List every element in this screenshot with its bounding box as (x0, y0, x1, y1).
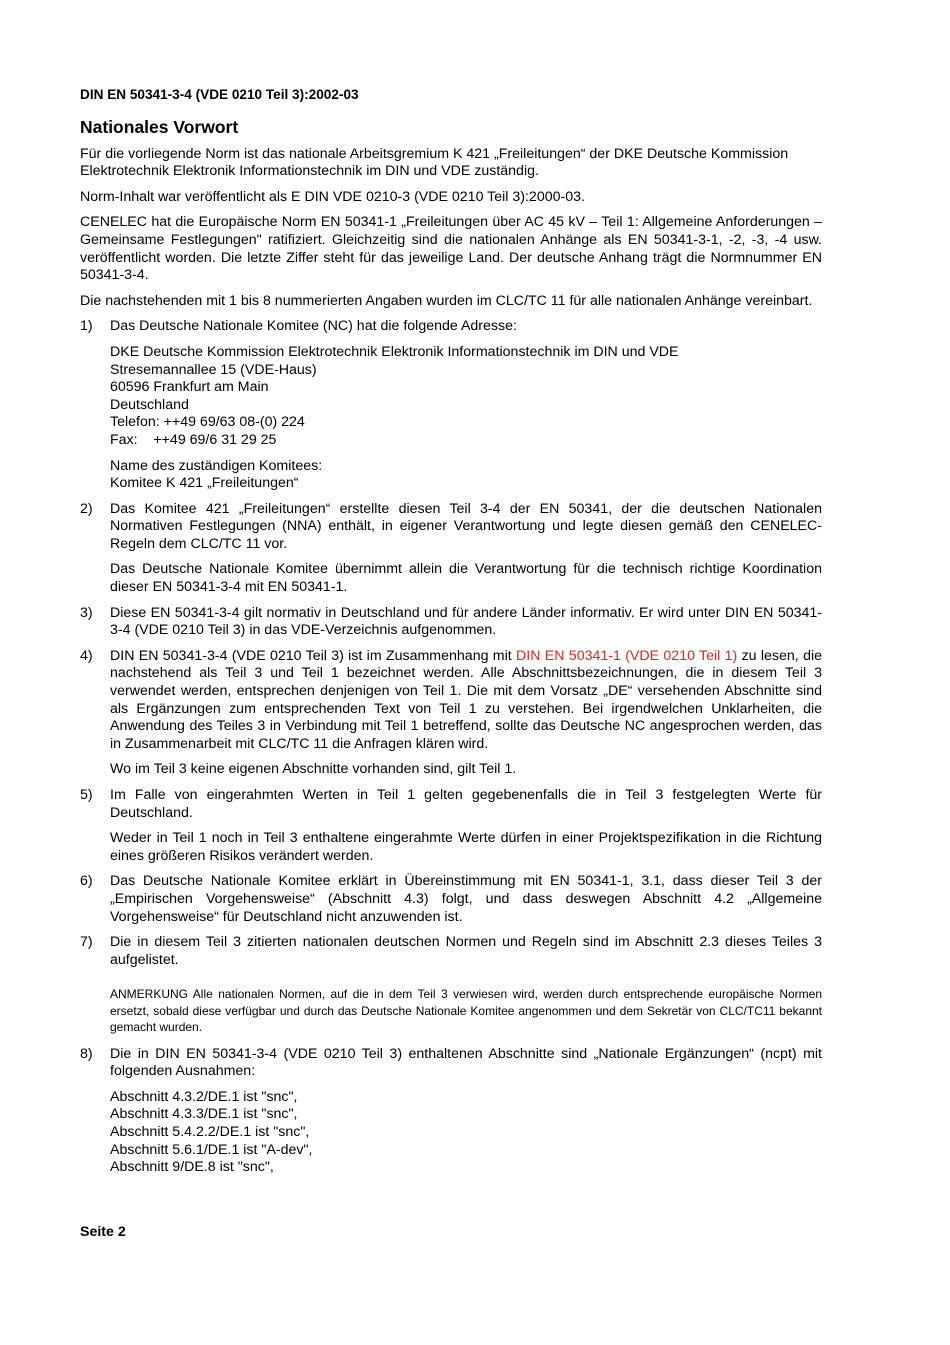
item-text-part: zu lesen, die nachstehend als Teil 3 und Teil 1 bezeichnet werden. Alle Abschnittsbezeichnungen, die in diesem Teil 3 verwendet werden, entsprechen denjenigen von Teil 1. Die mit dem Vorsatz „DE“ versehenden Abschnitte sind als Ergänzungen zum entsprechenden Text von Teil 1 zu verstehen. Bei irgendwelchen Unklarheiten, die Anwendung des Teiles 3 in Verbindung mit Teil 1 betreffend, sollte das Deutsche NC angesprochen werden, das in Zusammenarbeit mit CLC/TC 11 die Anfragen klären wird. (110, 647, 822, 752)
intro-paragraph: Die nachstehenden mit 1 bis 8 nummerierten Angaben wurden im CLC/TC 11 für alle nationalen Anhänge vereinbart. (80, 292, 813, 309)
item-number: 6) (80, 873, 93, 890)
item-text-part: DIN EN 50341-3-4 (VDE 0210 Teil 3) ist im Zusammenhang mit (110, 647, 517, 664)
address-line: Stresemannallee 15 (VDE-Haus) (110, 361, 317, 378)
item-text: Weder in Teil 1 noch in Teil 3 enthaltene eingerahmte Werte dürfen in einer Projektspezifikation in die Richtung eines größeren Risikos verändert werden. (110, 830, 822, 864)
document-page (80, 86, 822, 1185)
item-number: 4) (80, 647, 93, 664)
exception-line: Abschnitt 5.4.2.2/DE.1 ist "snc", (110, 1123, 310, 1140)
address-line: 60596 Frankfurt am Main (110, 379, 269, 396)
exception-line: Abschnitt 9/DE.8 ist "snc", (110, 1159, 274, 1176)
committee-block (110, 458, 822, 493)
item-text: Das Deutsche Nationale Komitee erklärt in Übereinstimmung mit EN 50341-1, 3.1, dass dieser Teil 3 der „Empirischen Vorgehensweise“ (Abschnitt 4.3) folgt, und dass deswegen Abschnitt 4.2 „Allgemeine Vorgehensweise“ für Deutschland nicht anzuwenden ist. (110, 873, 822, 925)
list-item (80, 501, 822, 597)
address-block (110, 344, 822, 450)
item-number: 8) (80, 1045, 93, 1062)
list-item (80, 1046, 822, 1177)
item-text: Die in DIN EN 50341-3-4 (VDE 0210 Teil 3) enthaltenen Abschnitte sind „Nationale Ergänzungen“ (ncpt) mit folgenden Ausnahmen: (110, 1045, 822, 1080)
item-text: Wo im Teil 3 keine eigenen Abschnitte vorhanden sind, gilt Teil 1. (110, 761, 517, 778)
item-text (110, 648, 822, 754)
exceptions-list (110, 1089, 822, 1177)
item-text: Das Komitee 421 „Freileitungen“ erstellte diesen Teil 3-4 der EN 50341, der die deutschen Nationalen Normativen Festlegungen (NNA) enthält, in eigener Verantwortung und legte diesen gemäß den CENELEC-Regeln dem CLC/TC 11 vor. (110, 500, 822, 552)
list-item (80, 934, 822, 969)
address-line: Fax: ++49 69/6 31 29 25 (110, 431, 277, 448)
item-text: Diese EN 50341-3-4 gilt normativ in Deutschland und für andere Länder informativ. Er wird unter DIN EN 50341-3-4 (VDE 0210 Teil 3) in das VDE-Verzeichnis aufgenommen. (110, 604, 822, 639)
committee-line: Komitee K 421 „Freileitungen“ (110, 475, 299, 492)
item-text: Die in diesem Teil 3 zitierten nationalen deutschen Normen und Regeln sind im Abschnitt 2.3 dieses Teiles 3 aufgelistet. (110, 934, 822, 968)
item-number: 5) (80, 787, 93, 803)
exception-line: Abschnitt 4.3.3/DE.1 ist "snc", (110, 1106, 298, 1123)
document-id: DIN EN 50341-3-4 (VDE 0210 Teil 3):2002-03 (80, 87, 359, 102)
item-number: 7) (80, 934, 93, 951)
exception-line: Abschnitt 5.6.1/DE.1 ist "A-dev", (110, 1141, 313, 1158)
page-title: Nationales Vorwort (80, 116, 239, 137)
note-text: ANMERKUNG Alle nationalen Normen, auf die in dem Teil 3 verwiesen wird, werden durch entsprechende europäische Normen ersetzt, sobald diese verfügbar und durch das Deutsche Nationale Komitee angenommen und dem Sekretär von CLC/TC11 bekannt gemacht wurden. (110, 987, 822, 1035)
intro-paragraph: Für die vorliegende Norm ist das nationale Arbeitsgremium K 421 „Freileitungen“ der DKE Deutsche Kommission Elektrotechnik Elektronik Informationstechnik im DIN und VDE zuständig. (80, 145, 789, 180)
reference-link[interactable]: DIN EN 50341-1 (VDE 0210 Teil 1) (516, 647, 738, 664)
list-item (80, 605, 822, 640)
intro-paragraph: CENELEC hat die Europäische Norm EN 50341-1 „Freileitungen über AC 45 kV – Teil 1: Allgemeine Anforderungen – Gemeinsame Festlegungen" ratifiziert. Gleichzeitig sind die nationalen Anhänge als EN 50341-3-1, -2, -3, -4 usw. veröffentlicht worden. Die letzte Ziffer steht für das jeweilige Land. Der deutsche Anhang trägt die Normnummer EN 50341-3-4. (80, 214, 822, 284)
intro-paragraph: Norm-Inhalt war veröffentlicht als E DIN VDE 0210-3 (VDE 0210 Teil 3):2000-03. (80, 188, 585, 205)
item-text: Im Falle von eingerahmten Werten in Teil 1 gelten gegebenenfalls die in Teil 3 festgelegten Werte für Deutschland. (110, 787, 822, 821)
item-text: Das Deutsche Nationale Komitee übernimmt allein die Verantwortung für die technisch richtige Koordination dieser EN 50341-3-4 mit EN 50341-1. (110, 561, 822, 596)
list-item (80, 318, 822, 492)
address-line: Deutschland (110, 396, 189, 413)
list-item (80, 787, 822, 865)
committee-line: Name des zuständigen Komitees: (110, 457, 323, 474)
item-number: 3) (80, 604, 93, 621)
list-item (80, 873, 822, 926)
address-line: DKE Deutsche Kommission Elektrotechnik Elektronik Informationstechnik im DIN und VDE (110, 343, 679, 360)
exception-line: Abschnitt 4.3.2/DE.1 ist "snc", (110, 1088, 298, 1105)
list-item (80, 648, 822, 779)
item-text: Das Deutsche Nationale Komitee (NC) hat die folgende Adresse: (110, 318, 517, 335)
item-number: 1) (80, 318, 93, 335)
address-line: Telefon: ++49 69/63 08-(0) 224 (110, 414, 305, 431)
page-number: Seite 2 (80, 1224, 126, 1240)
item-number: 2) (80, 500, 93, 517)
